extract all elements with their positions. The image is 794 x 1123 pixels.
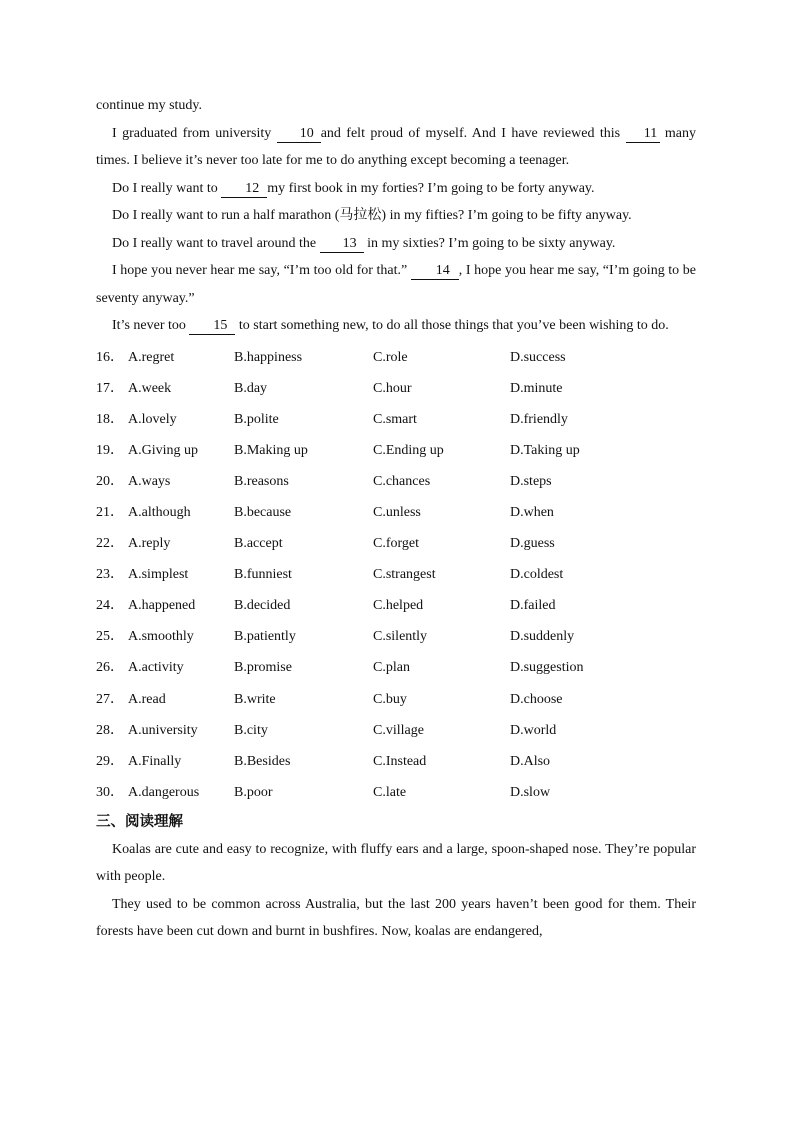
option-c: C.Instead	[373, 753, 427, 769]
option-a: A.dangerous	[128, 784, 200, 800]
option-c: C.silently	[373, 629, 428, 645]
option-d: D.steps	[510, 473, 552, 489]
document-page	[96, 92, 696, 946]
question-number: 26．	[96, 660, 124, 676]
option-b: B.patiently	[234, 629, 296, 645]
option-d: D.guess	[510, 536, 555, 552]
option-a: A.activity	[128, 660, 184, 676]
question-number: 20．	[96, 473, 124, 489]
option-d: D.when	[510, 504, 554, 520]
option-a: A.ways	[128, 473, 171, 489]
option-c: C.village	[373, 722, 424, 738]
option-b: B.poor	[234, 784, 273, 800]
option-a: A.Giving up	[128, 442, 198, 458]
option-b: B.day	[234, 380, 268, 396]
option-d: D.world	[510, 722, 557, 738]
option-d: D.Also	[510, 753, 551, 769]
passage-paragraph-graduated: I graduated from university 10 and felt proud of myself. And I have reviewed this 11 many times. I believe it’s never too late for me to do anything except becoming a teenager.	[96, 125, 697, 168]
option-c: C.forget	[373, 536, 420, 552]
blank-13: 13	[320, 236, 364, 253]
option-row	[96, 342, 696, 373]
option-b: B.Besides	[234, 753, 291, 769]
option-b: B.polite	[234, 411, 279, 427]
option-d: D.suddenly	[510, 629, 575, 645]
option-a: A.Finally	[128, 753, 182, 769]
passage-paragraph-forties: Do I really want to 12 my first book in my forties? I’m going to be forty anyway.	[112, 180, 595, 196]
option-c: C.plan	[373, 660, 410, 676]
question-number: 27．	[96, 691, 124, 707]
option-d: D.slow	[510, 784, 551, 800]
option-c: C.role	[373, 349, 408, 365]
option-a: A.university	[128, 722, 198, 738]
option-a: A.week	[128, 380, 172, 396]
reading-paragraph-koalas-history: They used to be common across Australia, but the last 200 years haven’t been good for them. Their forests have been cut down and burnt in bushfires. Now, koalas are endangered,	[96, 896, 696, 940]
option-row	[96, 590, 696, 621]
section-title-reading: 三、阅读理解	[96, 813, 183, 830]
question-number: 16．	[96, 349, 124, 365]
option-d: D.choose	[510, 691, 563, 707]
option-b: B.accept	[234, 536, 283, 552]
option-b: B.happiness	[234, 349, 303, 365]
option-d: D.failed	[510, 598, 556, 614]
option-row	[96, 621, 696, 652]
passage-paragraph-sixties: Do I really want to travel around the 13 in my sixties? I’m going to be sixty anyway.	[112, 235, 616, 251]
option-row	[96, 559, 696, 590]
option-a: A.smoothly	[128, 629, 194, 645]
option-d: D.suggestion	[510, 660, 584, 676]
blank-10: 10	[277, 126, 321, 143]
option-d: D.friendly	[510, 411, 568, 427]
option-b: B.city	[234, 722, 268, 738]
option-row	[96, 777, 696, 808]
option-a: A.reply	[128, 536, 171, 552]
option-row	[96, 528, 696, 559]
question-number: 24．	[96, 598, 124, 614]
option-c: C.late	[373, 784, 407, 800]
option-c: C.chances	[373, 473, 431, 489]
option-row	[96, 435, 696, 466]
blank-14: 14	[411, 263, 459, 280]
option-row	[96, 746, 696, 777]
option-a: A.read	[128, 691, 166, 707]
option-b: B.Making up	[234, 442, 308, 458]
option-c: C.hour	[373, 380, 412, 396]
option-c: C.helped	[373, 598, 424, 614]
passage-paragraph-fifties: Do I really want to run a half marathon (马拉松) in my fifties? I’m going to be fifty anyway.	[112, 208, 632, 223]
option-b: B.promise	[234, 660, 292, 676]
option-a: A.lovely	[128, 411, 177, 427]
option-row	[96, 715, 696, 746]
question-number: 28．	[96, 722, 124, 738]
passage-paragraph-seventy: I hope you never hear me say, “I’m too old for that.” 14 , I hope you hear me say, “I’m going to be seventy anyway.”	[96, 263, 696, 306]
question-number: 17．	[96, 380, 124, 396]
option-a: A.although	[128, 504, 191, 520]
option-c: C.smart	[373, 411, 417, 427]
question-number: 23．	[96, 567, 124, 583]
question-number: 25．	[96, 629, 124, 645]
option-c: C.strangest	[373, 567, 436, 583]
passage-paragraph-never-too: It’s never too 15 to start something new, to do all those things that you’ve been wishing to do.	[112, 318, 669, 333]
option-row	[96, 684, 696, 715]
option-b: B.decided	[234, 598, 291, 614]
question-number: 21．	[96, 504, 124, 520]
option-b: B.write	[234, 691, 276, 707]
option-row	[96, 404, 696, 435]
option-row	[96, 652, 696, 683]
option-b: B.because	[234, 504, 292, 520]
option-d: D.coldest	[510, 567, 564, 583]
option-c: C.buy	[373, 691, 407, 707]
blank-11: 11	[626, 126, 660, 143]
question-number: 19．	[96, 442, 124, 458]
reading-paragraph-koalas-intro: Koalas are cute and easy to recognize, with fluffy ears and a large, spoon-shaped nose. They’re popular with people.	[96, 841, 696, 885]
question-number: 29．	[96, 753, 124, 769]
option-b: B.reasons	[234, 473, 289, 489]
option-d: D.minute	[510, 380, 563, 396]
option-a: A.happened	[128, 598, 196, 614]
options-list	[96, 342, 696, 808]
option-row	[96, 373, 696, 404]
option-row	[96, 497, 696, 528]
option-row	[96, 466, 696, 497]
question-number: 30．	[96, 784, 124, 800]
option-a: A.simplest	[128, 567, 189, 583]
passage-line-continue: continue my study.	[96, 98, 203, 113]
option-d: D.success	[510, 349, 566, 365]
option-a: A.regret	[128, 349, 175, 365]
option-c: C.Ending up	[373, 442, 444, 458]
option-c: C.unless	[373, 504, 421, 520]
question-number: 18．	[96, 411, 124, 427]
blank-15: 15	[189, 318, 235, 335]
option-d: D.Taking up	[510, 442, 580, 458]
option-b: B.funniest	[234, 567, 292, 583]
question-number: 22．	[96, 536, 124, 552]
blank-12: 12	[221, 181, 267, 198]
